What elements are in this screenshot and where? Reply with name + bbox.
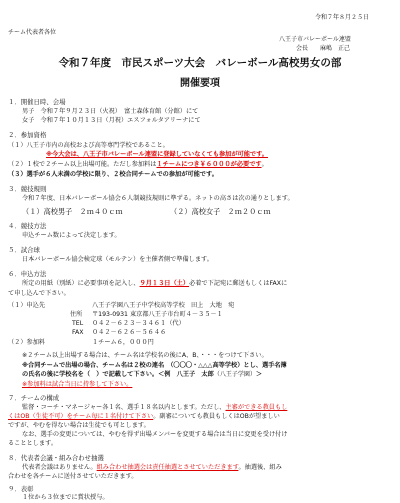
rules-text: 令和７年度、日本バレーボール協会６人制競技規則に準ずる。ネットの高さは次の通りとします。	[22, 195, 294, 202]
team-line-1	[22, 404, 287, 412]
net-boys-label: （１）高校男子	[22, 207, 73, 216]
note-joint-team-2-end: ＞	[255, 371, 263, 378]
team-line-2-text: 。副審についても教員もしくはOBが望ましい	[153, 413, 280, 420]
team-line-3: ですが、やむを得ない場合は生徒でも可とします。	[8, 422, 150, 429]
fee-label: （２）参加料	[8, 339, 46, 346]
method-text: 申込チーム数によって決定します。	[22, 232, 121, 239]
eligibility-1: （１）八王子市内の高校および高等専門学校であること。	[8, 142, 169, 149]
document-title: 令和７年度 市民スポーツ大会 バレーボール高校男女の部	[58, 57, 342, 69]
team-line-1-highlight: 主審ができる教員もし	[225, 404, 288, 411]
section-8-heading: ８．代表者会議・組み合わせ抽選	[8, 454, 104, 462]
net-girls-value: ２ｍ２０ｃｍ	[227, 207, 271, 216]
note-joint-team-2	[22, 371, 262, 379]
application-line-2: て申し込んで下さい。	[8, 290, 70, 297]
fee-value: １チーム６，０００円	[92, 339, 154, 346]
net-height-girls	[170, 207, 271, 216]
document-subtitle: 開催要項	[180, 78, 220, 89]
schedule-boys: 男子 令和７年９月２３日（火祝） 富士森体育館（分館）にて	[22, 108, 199, 115]
tel-value: ０４２－６２３－３４６１（代）	[92, 320, 185, 327]
schedule-girls: 女子 令和７年１０月１３日（月祝）エスフォルタアリーナにて	[22, 117, 201, 124]
eligibility-3: （３）選手が６人未満の学校に限り、２校合同チームでの参加が可能です。	[8, 171, 218, 178]
note-joint-team-1: ※合同チームで出場の場合、チーム名は２校の連名 （〇〇〇・△△△高等学校）とし、選手名簿	[22, 362, 287, 369]
eligibility-2-end: 。	[261, 161, 268, 168]
section-5-heading: ５．試合球	[8, 246, 40, 254]
net-girls-label: （２）高校女子	[170, 207, 221, 216]
eligibility-2	[8, 161, 268, 169]
application-text-c: 必着で下記宛に郵送もしくはFAXに	[189, 280, 288, 287]
team-line-5: ることとします。	[8, 440, 58, 447]
section-6-heading: ６．申込方法	[8, 270, 47, 278]
document-date: 令和７年８月２５日	[315, 14, 370, 21]
note-fee-payment: ※参加料は試合当日に持参して下さい。	[22, 381, 133, 388]
section-2-heading: ２．参加資格	[8, 131, 47, 139]
section-7-heading: ７．チームの構成	[8, 394, 60, 402]
meeting-line-2: 合わせを各チームに送付させていただきます。	[8, 473, 138, 480]
meeting-line-1-highlight: 組み合わせ抽選会は責任抽選とさせていただきます	[96, 464, 239, 471]
organization-name: 八王子市バレーボール連盟	[279, 36, 351, 43]
net-height-boys	[22, 207, 123, 216]
meeting-line-1-text: 代表者会議はありません。	[22, 464, 97, 471]
application-address-recipient: 八王子学園八王子中学校高等学校 田上 大地 宛	[92, 302, 235, 309]
meeting-line-1-end: 。抽選後、組み	[238, 464, 282, 471]
ball-text: 日本バレーボール協会検定球（モルテン）を主催者側で準備します。	[22, 256, 213, 263]
eligibility-note: ※今大会は、八王子市バレーボール連盟に登録していなくても参加が可能です。	[46, 151, 268, 158]
section-1-heading: １．開催日時、会場	[8, 98, 66, 106]
section-3-heading: ３．競技規則	[8, 185, 47, 193]
tel-label: TEL	[72, 320, 84, 327]
note-multiple-teams: ※２チーム以上出場する場合は、チーム名は学校名の後にA、B、・・・をつけて下さい。	[22, 352, 268, 359]
section-9-heading: ９．表彰	[8, 485, 34, 493]
recipient: チーム代表者各位	[8, 29, 57, 36]
eligibility-2-fee: １チームにつき￥６０００が必要です	[156, 161, 262, 168]
address-value: 〒193-0931 東京都八王子市台町４－３５－１	[92, 311, 223, 318]
application-deadline: ９月１３日（土）	[139, 280, 190, 287]
application-address-label: （１）申込先	[8, 302, 46, 309]
application-text-a: 所定の用紙（別紙）に必要事項を記入し、	[22, 280, 140, 287]
section-4-heading: ４．競技方法	[8, 222, 47, 230]
note-joint-team-2-example: （八王子学園）	[213, 371, 256, 378]
eligibility-2-text: （２）１校で２チーム以上出場可能。ただし参加料は	[8, 161, 157, 168]
team-line-1-text: 監督・コーチ・マネージャー各１名、選手１８名以内とします。ただし、	[22, 404, 226, 411]
signer-name: 会長 麻嶋 正己	[296, 45, 351, 52]
address-label: 住所	[70, 311, 83, 318]
note-joint-team-2-text: の氏名の後に学校名を（ ）で記載して下さい。＜例 八王子 太郎	[22, 371, 214, 378]
team-line-2-highlight: くはOB（生徒不可）をチーム毎に１名付けて下さい	[8, 413, 154, 420]
fax-value: ０４２－６２６－５６４６	[92, 329, 167, 336]
awards-text: １位から３位までに賞状授与。	[22, 494, 109, 501]
fax-label: FAX	[72, 329, 84, 336]
application-line-1	[22, 280, 287, 288]
team-line-4: なお、選手の変更については、やむを得ず出場メンバーを変更する場合は当日に変更を受け付け	[22, 431, 288, 438]
meeting-line-1	[22, 464, 282, 472]
team-line-2	[8, 413, 280, 421]
net-boys-value: ２ｍ４０ｃｍ	[79, 207, 123, 216]
